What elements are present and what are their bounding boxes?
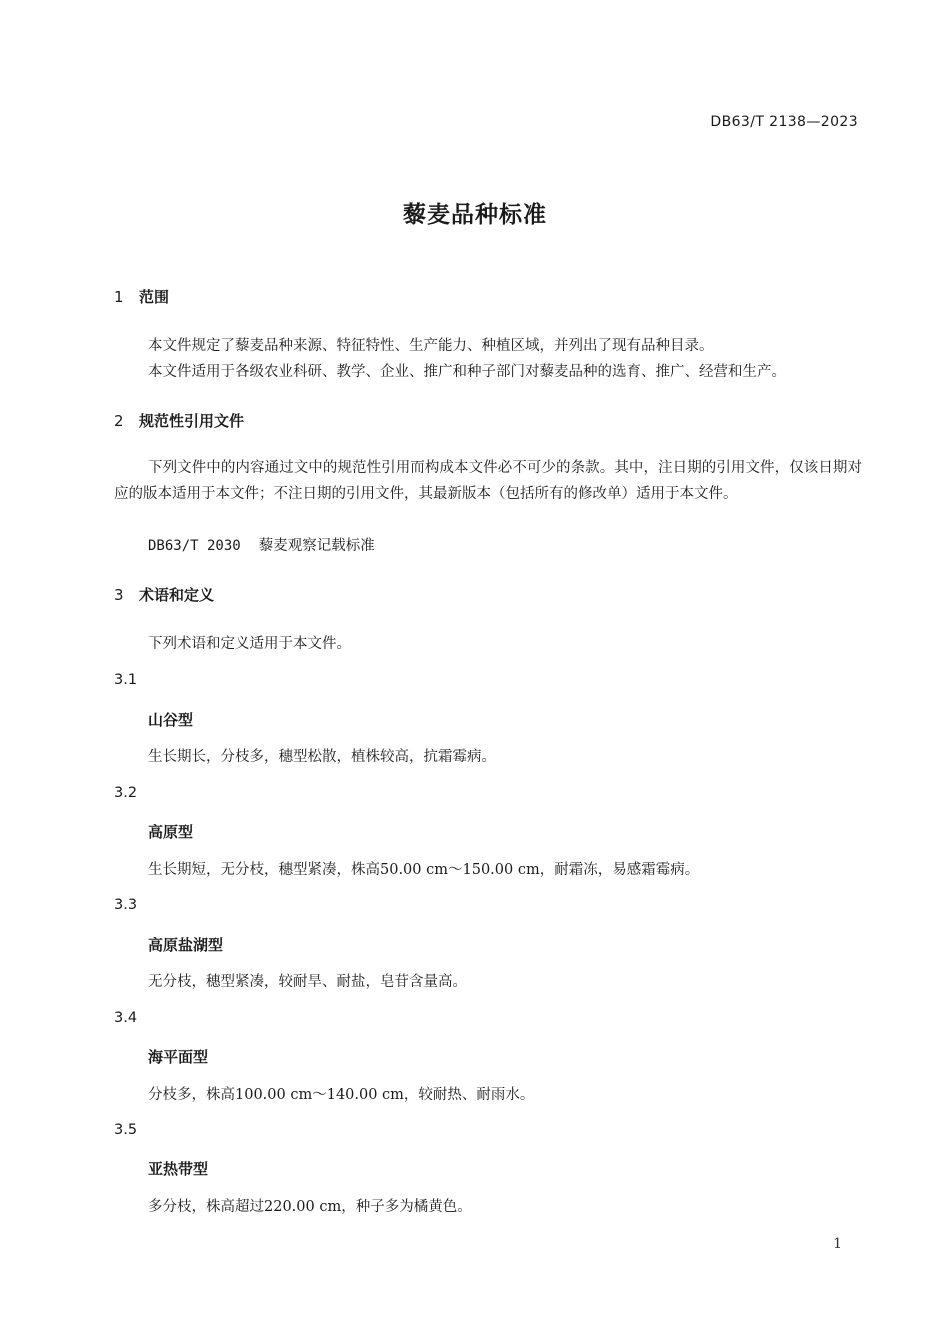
section-heading-normative-references xyxy=(114,410,244,431)
section-heading-terms xyxy=(114,584,214,605)
document-code: DB63/T 2138—2023 xyxy=(710,114,858,130)
term-number: 3.1 xyxy=(114,672,138,688)
term-definition: 多分枝，株高超过220.00 cm，种子多为橘黄色。 xyxy=(148,1199,472,1215)
term-number: 3.2 xyxy=(114,785,138,801)
references-paragraph: 下列文件中的内容通过文中的规范性引用而构成本文件必不可少的条款。其中，注日期的引用文件，仅该日期对应的版本适用于本文件；不注日期的引用文件，其最新版本（包括所有的修改单）适用于本文件。 xyxy=(114,460,862,502)
section-number: 3 xyxy=(114,586,124,604)
section-number: 2 xyxy=(114,412,124,430)
terms-intro: 下列术语和定义适用于本文件。 xyxy=(148,636,351,652)
reference-title: 藜麦观察记载标准 xyxy=(258,538,375,554)
term-number: 3.4 xyxy=(114,1010,138,1026)
reference-code: DB63/T 2030 xyxy=(148,538,241,554)
page-number: 1 xyxy=(833,1236,842,1252)
document-title: 藜麦品种标准 xyxy=(403,202,547,228)
term-number: 3.5 xyxy=(114,1122,138,1138)
section-title: 规范性引用文件 xyxy=(139,412,245,430)
term-definition: 无分枝，穗型紧凑，较耐旱、耐盐，皂苷含量高。 xyxy=(148,974,467,990)
term-name: 高原盐湖型 xyxy=(148,936,224,954)
term-definition: 生长期短，无分枝，穗型紧凑，株高50.00 cm～150.00 cm，耐霜冻，易感霜霉病。 xyxy=(148,862,700,878)
term-name: 山谷型 xyxy=(148,711,194,729)
section-number: 1 xyxy=(114,288,124,306)
term-definition: 生长期长，分枝多，穗型松散，植株较高，抗霜霉病。 xyxy=(148,749,496,765)
term-definition: 分枝多，株高100.00 cm～140.00 cm，较耐热、耐雨水。 xyxy=(148,1087,535,1103)
term-name: 海平面型 xyxy=(148,1048,209,1066)
reference-entry xyxy=(148,534,375,555)
section-title: 术语和定义 xyxy=(139,586,215,604)
scope-paragraph-2: 本文件适用于各级农业科研、教学、企业、推广和种子部门对藜麦品种的选育、推广、经营和生产。 xyxy=(148,364,786,380)
section-title: 范围 xyxy=(139,288,170,306)
scope-paragraph-1: 本文件规定了藜麦品种来源、特征特性、生产能力、种植区域，并列出了现有品种目录。 xyxy=(148,338,714,354)
term-name: 亚热带型 xyxy=(148,1160,209,1178)
section-heading-scope xyxy=(114,286,169,307)
term-number: 3.3 xyxy=(114,897,138,913)
term-name: 高原型 xyxy=(148,823,194,841)
